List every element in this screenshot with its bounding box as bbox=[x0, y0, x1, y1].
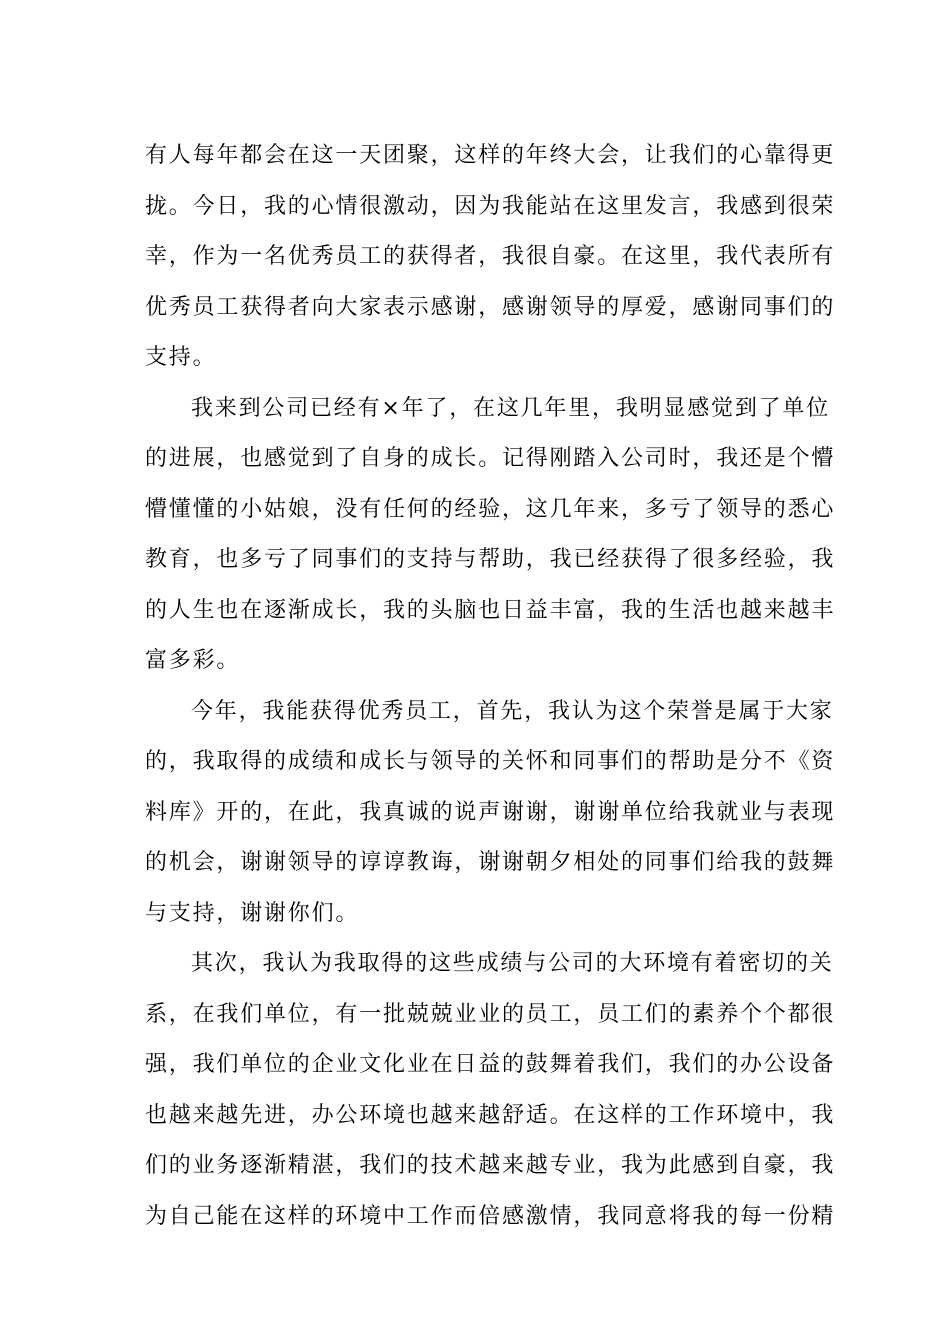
text-line: 有人每年都会在这一天团聚，这样的年终大会，让我们的心靠得更 bbox=[145, 143, 836, 168]
text-line: 为自己能在这样的环境中工作而倍感激情，我同意将我的每一份精 bbox=[145, 1203, 836, 1229]
paragraph-start-line: 我来到公司已经有×年了，在这几年里，我明显感觉到了单位 bbox=[191, 395, 831, 421]
text-line: 富多彩。 bbox=[145, 648, 241, 673]
text-line: 的机会，谢谢领导的谆谆教诲，谢谢朝夕相处的同事们给我的鼓舞 bbox=[145, 850, 836, 875]
text-line: 教育，也多亏了同事们的支持与帮助，我已经获得了很多经验，我 bbox=[145, 547, 836, 572]
text-line: 也越来越先进，办公环境也越来越舒适。在这样的工作环境中，我 bbox=[145, 1102, 836, 1128]
text-line: 们的业务逐渐精湛，我们的技术越来越专业，我为此感到自豪，我 bbox=[145, 1153, 836, 1178]
document-body bbox=[145, 131, 836, 1242]
text-line: 优秀员工获得者向大家表示感谢，感谢领导的厚爱，感谢同事们的 bbox=[145, 294, 836, 320]
paragraph-start-line: 其次，我认为我取得的这些成绩与公司的大环境有着密切的关 bbox=[191, 951, 834, 976]
text-line: 的进展，也感觉到了自身的成长。记得刚踏入公司时，我还是个懵 bbox=[145, 446, 836, 471]
paragraph-start-line: 今年，我能获得优秀员工，首先，我认为这个荣誉是属于大家 bbox=[191, 698, 834, 724]
text-line: 的，我取得的成绩和成长与领导的关怀和同事们的帮助是分不《资 bbox=[145, 749, 836, 774]
text-line: 拢。今日，我的心情很激动，因为我能站在这里发言，我感到很荣 bbox=[145, 193, 836, 219]
text-line: 支持。 bbox=[145, 345, 217, 370]
text-line: 强，我们单位的企业文化业在日益的鼓舞着我们，我们的办公设备 bbox=[145, 1052, 836, 1077]
text-line: 幸，作为一名优秀员工的获得者，我很自豪。在这里，我代表所有 bbox=[145, 244, 836, 269]
text-line: 与支持，谢谢你们。 bbox=[145, 900, 360, 926]
text-line: 系，在我们单位，有一批兢兢业业的员工，员工们的素养个个都很 bbox=[145, 1001, 836, 1027]
text-line: 懵懂懂的小姑娘，没有任何的经验，这几年来，多亏了领导的悉心 bbox=[145, 496, 836, 522]
text-line: 料库》开的，在此，我真诚的说声谢谢，谢谢单位给我就业与表现 bbox=[145, 799, 836, 825]
text-line: 的人生也在逐渐成长，我的头脑也日益丰富，我的生活也越来越丰 bbox=[145, 597, 836, 623]
